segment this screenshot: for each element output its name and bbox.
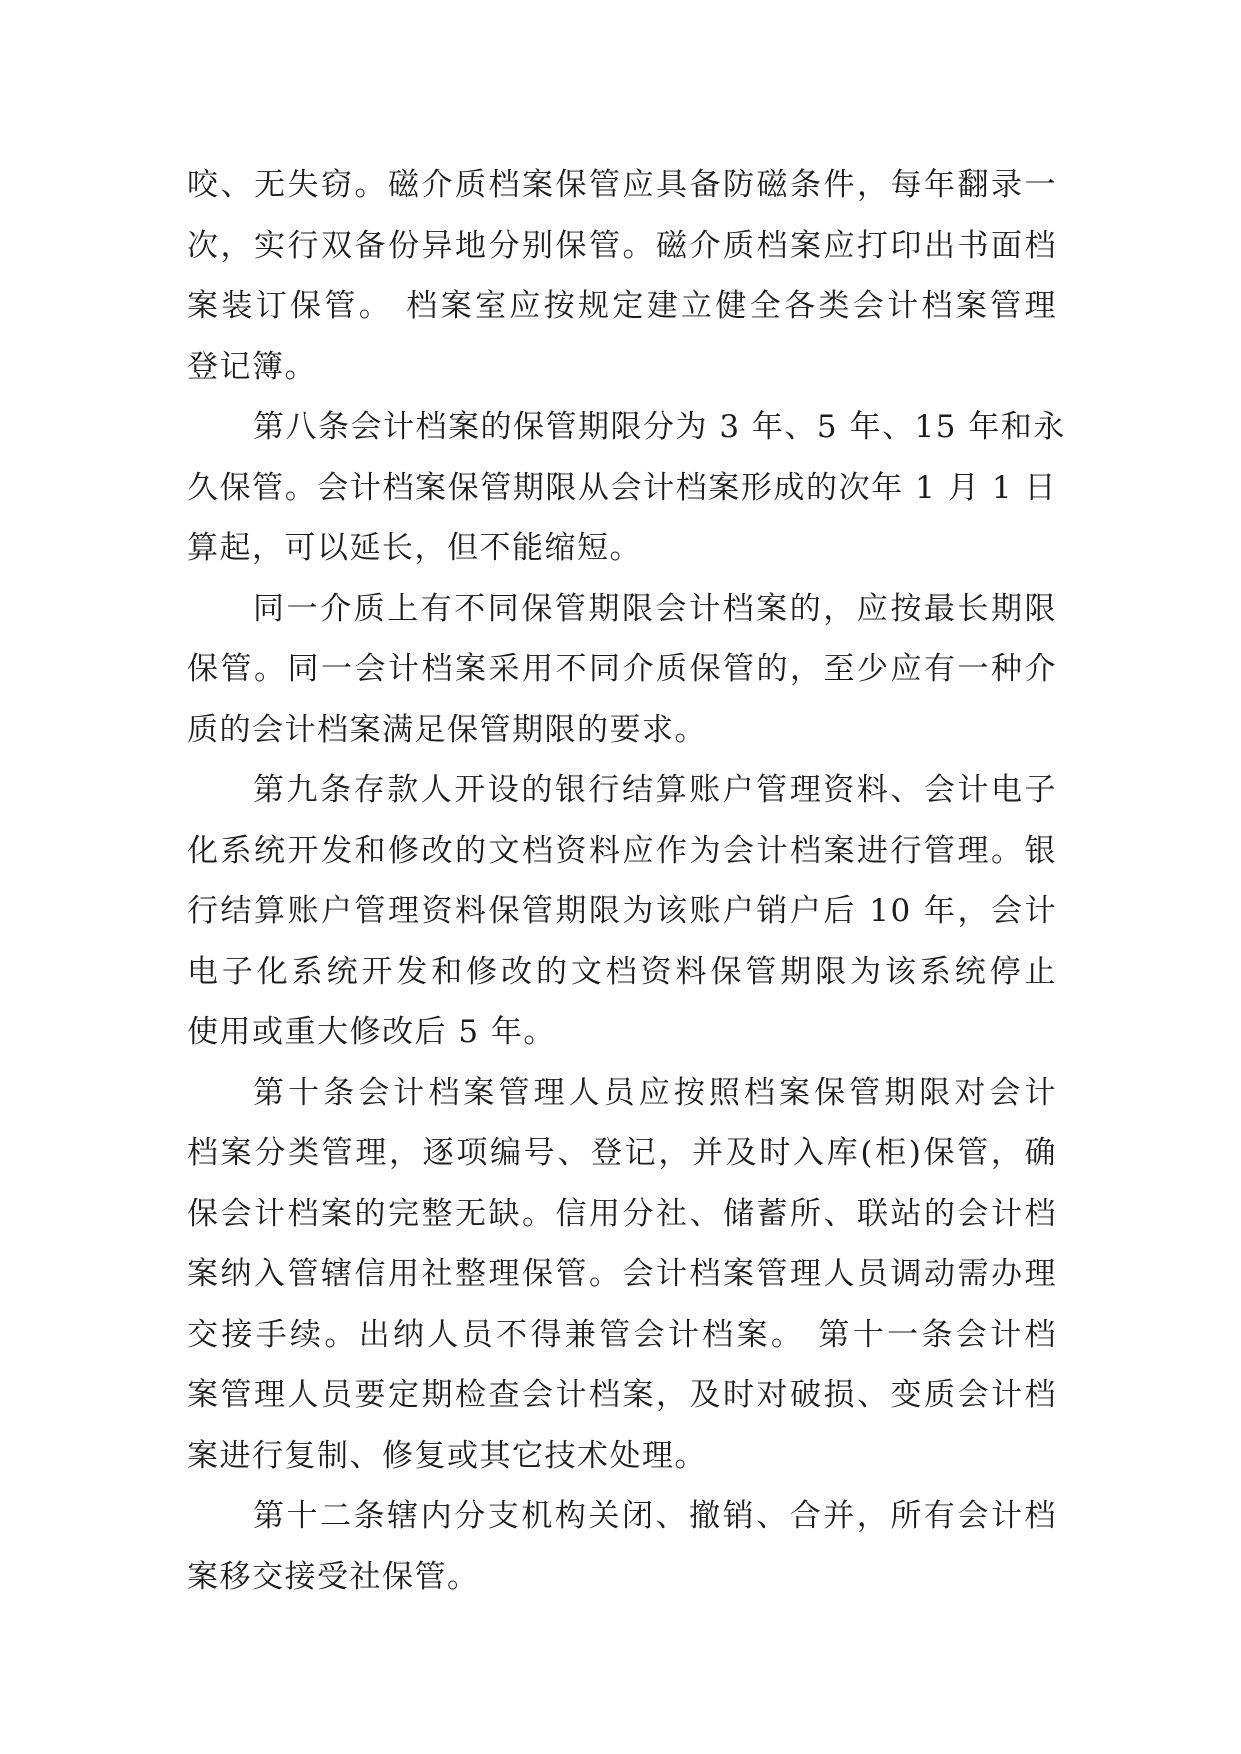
text-line: 案装订保管。 档案室应按规定建立健全各类会计档案管理 [187,288,1057,324]
text-line: 档案分类管理，逐项编号、登记，并及时入库(柜)保管，确 [187,1135,1057,1171]
text-line: 案移交接受社保管。 [187,1558,480,1595]
text-line: 第八条会计档案的保管期限分为 3 年、5 年、15 年和永 [253,409,1066,445]
text-line: 化系统开发和修改的文档资料应作为会计档案进行管理。银 [187,832,1057,869]
text-line: 案纳入管辖信用社整理保管。会计档案管理人员调动需办理 [187,1256,1057,1292]
text-line: 登记簿。 [187,348,317,385]
text-line: 久保管。会计档案保管期限从会计档案形成的次年 1 月 1 日 [187,469,1057,506]
text-line: 算起，可以延长，但不能缩短。 [187,530,642,566]
text-line: 同一介质上有不同保管期限会计档案的，应按最长期限 [253,590,1057,627]
text-line: 次，实行双备份异地分别保管。磁介质档案应打印出书面档 [187,227,1057,264]
text-line: 保会计档案的完整无缺。信用分社、储蓄所、联站的会计档 [187,1195,1057,1232]
text-line: 第十条会计档案管理人员应按照档案保管期限对会计 [253,1074,1057,1111]
text-line: 第九条存款人开设的银行结算账户管理资料、会计电子 [253,772,1057,808]
text-line: 保管。同一会计档案采用不同介质保管的，至少应有一种介 [187,651,1057,687]
text-line: 电子化系统开发和修改的文档资料保管期限为该系统停止 [187,953,1057,990]
text-line: 质的会计档案满足保管期限的要求。 [187,711,707,748]
text-line: 案管理人员要定期检查会计档案，及时对破损、变质会计档 [187,1377,1057,1413]
document-body [187,155,1066,1607]
text-line: 咬、无失窃。磁介质档案保管应具备防磁条件，每年翻录一 [187,167,1057,203]
text-line: 使用或重大修改后 5 年。 [187,1014,556,1050]
text-line: 行结算账户管理资料保管期限为该账户销户后 10 年，会计 [187,893,1057,929]
text-line: 交接手续。出纳人员不得兼管会计档案。 第十一条会计档 [187,1316,1057,1353]
text-line: 第十二条辖内分支机构关闭、撤销、合并，所有会计档 [253,1498,1057,1534]
text-line: 案进行复制、修复或其它技术处理。 [187,1437,707,1474]
